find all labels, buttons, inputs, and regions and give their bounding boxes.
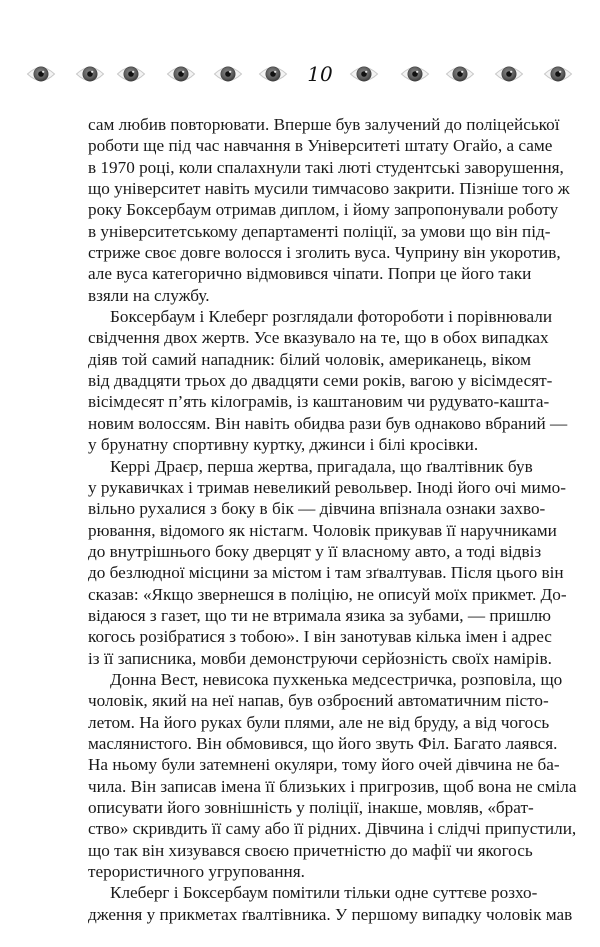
paragraph [88, 114, 570, 306]
text-line: дження у прикметах ґвалтівника. У першому випадку чоловік мав [88, 904, 573, 924]
text-line: терористичного угруповання. [88, 862, 305, 882]
text-line: в 1970 році, коли спалахнули такі люті студентські заворушення, [88, 157, 564, 177]
text-line: відаюся з газет, що ти не втримала язика за зубами, — пришлю [88, 605, 552, 625]
text-line: але вуса категорично відмовився чіпати. Попри це його таки [88, 264, 532, 284]
text-line: від двадцяти трьох до двадцяти семи років, вагою у вісімдесят- [88, 371, 553, 391]
text-line: новим волоссям. Він навіть обидва рази був однаково вбраний — [88, 413, 568, 433]
text-line: Донна Вест, невисока пухкенька медсестричка, розповіла, що [110, 669, 563, 689]
eye-icon [349, 62, 379, 86]
text-line: у брунатну спортивну куртку, джинси і білі кросівки. [88, 435, 479, 455]
text-line: діяв той самий нападник: білий чоловік, американець, віком [88, 349, 531, 369]
text-line: у рукавичках і тримав невеликий револьвер. Іноді його очі мимо- [88, 477, 566, 497]
text-line: із її записника, мовби демонструючи серйозність своїх намірів. [88, 648, 552, 668]
eye-icon [116, 62, 146, 86]
paragraph [88, 669, 577, 882]
text-line: чила. Він записав імена її близьких і пригрозив, щоб вона не сміла [88, 776, 577, 796]
text-line: когось розібратися з тобою». І він занотував кілька імен і адрес [88, 627, 552, 647]
paragraph [88, 882, 573, 925]
eye-icon [258, 62, 288, 86]
text-line: в університетському департаменті поліції, за умови що він під- [88, 221, 551, 241]
paragraph [88, 306, 568, 455]
text-line: сам любив повторювати. Вперше був залучений до поліцейської [88, 115, 560, 134]
text-line: до внутрішнього боку дверцят у її власному авто, а тоді відвіз [88, 541, 542, 561]
text-line: до безлюдної місцини за містом і там зґвалтував. Після цього він [88, 563, 564, 583]
text-line: що так він хизувався своєю причетністю до мафії чи якогось [88, 840, 533, 860]
eye-icon [494, 62, 524, 86]
text-line: стриже своє довге волосся і зголить вуса. Чуприну він укоротив, [88, 243, 561, 263]
text-line: На ньому були затемнені окуляри, тому його очей дівчина не ба- [88, 755, 560, 775]
text-line: року Боксербаум отримав диплом, і йому запропонували роботу [88, 200, 559, 220]
eye-icon [166, 62, 196, 86]
text-line: чоловік, який на неї напав, був озброєний автоматичним пісто- [88, 691, 549, 711]
eye-icon [213, 62, 243, 86]
text-line: рювання, відомого як ністагм. Чоловік прикував її наручниками [88, 520, 557, 540]
text-line: ство» скривдить її саму або її рідних. Дівчина і слідчі припустили, [88, 819, 577, 839]
text-line: Керрі Драєр, перша жертва, пригадала, що ґвалтівник був [110, 456, 533, 476]
text-line: описувати його зовнішність у поліції, інакше, мовляв, «брат- [88, 798, 534, 817]
eye-icon [400, 62, 430, 86]
eye-icon [26, 62, 56, 86]
text-line: Клеберг і Боксербаум помітили тільки одне суттєве розхо- [110, 883, 538, 903]
text-line: вільно рухалися з боку в бік — дівчина впізнала ознаки захво- [88, 499, 546, 519]
text-line: маслянистого. Він обмовився, що його звуть Філ. Багато лаявся. [88, 733, 558, 753]
text-line: сказав: «Якщо звернешся в поліцію, не описуй моїх прикмет. До- [88, 584, 567, 604]
text-line: взяли на службу. [88, 285, 210, 305]
page-number: 10 [307, 62, 333, 86]
text-line: що університет навіть мусили тимчасово закрити. Пізніше того ж [88, 179, 570, 199]
eye-icon [445, 62, 475, 86]
paragraph [88, 456, 567, 669]
text-line: роботи ще під час навчання в Університеті штату Огайо, а саме [88, 136, 553, 156]
page-body-text [88, 114, 577, 925]
page-header [0, 58, 600, 92]
text-line: Боксербаум і Клеберг розглядали фотороботи і порівнювали [110, 307, 553, 327]
eye-icon [543, 62, 573, 86]
text-line: свідчення двох жертв. Усе вказувало на те, що в обох випадках [88, 328, 549, 348]
eye-icon [75, 62, 105, 86]
text-line: вісімдесят п’ять кілограмів, із каштановим чи рудувато-кашта- [88, 392, 550, 412]
text-line: летом. На його руках були плями, але не від бруду, а від чогось [88, 712, 550, 732]
